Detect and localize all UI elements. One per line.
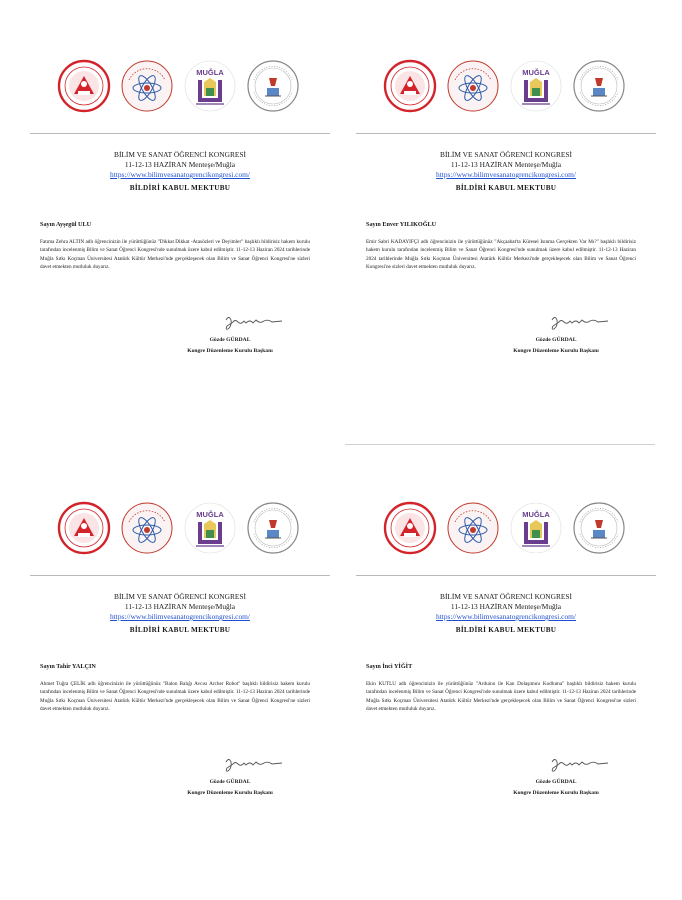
letter-body: Fatıma Zehra ALTIN adlı öğrencinizin ile yürüttüğünüz "Dikkat Dikkat -Atasözleri ve Deyimler" başlıklı bildirisiz hakem kurulu tarafından incelenmiş Bilim ve Sanat Öğrenci Kongresi'nde sunulmak üzere kabul edilmiştir. 11-12-13 Haziran 2024 tarihlerinde Muğla Sıtkı Koçman Üniversitesi Atatürk Kültür Merkezi'nde gerçekleşecek olan Bilim ve Sanat Öğrenci Kongresi'ne sizleri davet etmekten mutluluk duyarız. (40, 239, 310, 271)
header-rule (30, 575, 330, 576)
header-rule (356, 133, 656, 134)
congress-name: BİLİM VE SANAT ÖĞRENCİ KONGRESİ (440, 150, 572, 159)
meb-logo-icon (382, 58, 438, 114)
congress-website-link[interactable]: https://www.bilimvesanatogrencikongresi.com/ (436, 612, 576, 621)
salutation: Sayın Ayşegül ULU (40, 221, 92, 228)
signer-name: Gözde GÜRDAL (535, 337, 577, 343)
letter-title: BİLDİRİ KABUL MEKTUBU (129, 184, 231, 192)
mugla-logo-label: MUĞLA (522, 510, 550, 519)
signer-title: Kongre Düzenleme Kurulu Başkanı (187, 790, 273, 796)
congress-website-link[interactable]: https://www.bilimvesanatogrencikongresi.com/ (110, 612, 250, 621)
congress-name: BİLİM VE SANAT ÖĞRENCİ KONGRESİ (114, 150, 246, 159)
congress-date-place: 11-12-13 HAZİRAN Menteşe/Muğla (450, 602, 562, 611)
bilim-sanat-kongresi-logo-icon (245, 58, 301, 114)
letter-heading (356, 592, 656, 622)
acceptance-letter-3 (30, 492, 330, 892)
congress-name: BİLİM VE SANAT ÖĞRENCİ KONGRESİ (440, 592, 572, 601)
letter-body: Ekin KUTLU adlı öğrencinizin ile yürüttüğünüz "Arduino ile Kan Dolaşımını Kodluma" başlıklı bildirisiz hakem kurulu tarafından incelenmiş Bilim ve Sanat Öğrenci Kongresi'nde sunulmak üzere kabul edilmiştir. 11-12-13 Haziran 2024 tarihlerinde Muğla Sıtkı Koçman Üniversitesi Atatürk Kültür Merkezi'nde gerçekleşecek olan Bilim ve Sanat Öğrenci Kongresi'ne sizleri davet etmekten mutluluk duyarız. (366, 681, 636, 713)
signature-icon (546, 314, 616, 332)
logo-row (382, 58, 632, 118)
acceptance-letter-4 (356, 492, 656, 892)
mugla-logo-label: MUĞLA (522, 68, 550, 77)
congress-date-place: 11-12-13 HAZİRAN Menteşe/Muğla (124, 602, 236, 611)
mugla-logo-label: MUĞLA (196, 68, 224, 77)
signer-name: Gözde GÜRDAL (209, 779, 251, 785)
letter-body: Ahmet Tuğra ÇELİK adlı öğrencinizin ile yürüttüğünüz "Balon Balığı Avcısı Archer Robot" başlıklı bildirisiz hakem kurulu tarafından incelenmiş Bilim ve Sanat Öğrenci Kongresi'nde sunulmak üzere kabul edilmiştir. 11-12-13 Haziran 2024 tarihlerinde Muğla Sıtkı Koçman Üniversitesi Atatürk Kültür Merkezi'nde gerçekleşecek olan Bilim ve Sanat Öğrenci Kongresi'ne sizleri davet etmekten mutluluk duyarız. (40, 681, 310, 713)
letter-body: Emir Sabri KADAYIFÇI adlı öğrencinizin ile yürüttüğünüz "Akçaabat'ta Küresel Isınma Gerçekten Var Mı?" başlıklı bildirisiz hakem kurulu tarafından incelenmiş Bilim ve Sanat Öğrenci Kongresi'nde sunulmak üzere kabul edilmiştir. 11-12-13 Haziran 2024 tarihlerinde Muğla Sıtkı Koçman Üniversitesi Atatürk Kültür Merkezi'nde gerçekleşecek olan Bilim ve Sanat Öğrenci Kongresi'ne sizleri davet etmekten mutluluk duyarız. (366, 239, 636, 271)
logo-row (56, 58, 306, 118)
congress-date-place: 11-12-13 HAZİRAN Menteşe/Muğla (124, 160, 236, 169)
letter-title: BİLDİRİ KABUL MEKTUBU (455, 626, 557, 634)
congress-atom-logo-icon (119, 58, 175, 114)
salutation: Sayın İnci YİĞİT (366, 663, 413, 670)
signer-title: Kongre Düzenleme Kurulu Başkanı (513, 348, 599, 354)
letter-heading (30, 592, 330, 622)
bilim-sanat-kongresi-logo-icon (571, 500, 627, 556)
signer-title: Kongre Düzenleme Kurulu Başkanı (513, 790, 599, 796)
congress-atom-logo-icon (445, 500, 501, 556)
mugla-university-logo-icon (508, 58, 564, 114)
acceptance-letter-2 (356, 50, 656, 450)
congress-website-link[interactable]: https://www.bilimvesanatogrencikongresi.com/ (436, 170, 576, 179)
acceptance-letter-1 (30, 50, 330, 450)
salutation: Sayın Tahir YALÇIN (40, 663, 96, 670)
letter-title: BİLDİRİ KABUL MEKTUBU (129, 626, 231, 634)
congress-atom-logo-icon (119, 500, 175, 556)
logo-row (56, 500, 306, 560)
congress-website-link[interactable]: https://www.bilimvesanatogrencikongresi.com/ (110, 170, 250, 179)
logo-row (382, 500, 632, 560)
bilim-sanat-kongresi-logo-icon (571, 58, 627, 114)
letter-title: BİLDİRİ KABUL MEKTUBU (455, 184, 557, 192)
meb-logo-icon (56, 500, 112, 556)
mugla-logo-label: MUĞLA (196, 510, 224, 519)
congress-atom-logo-icon (445, 58, 501, 114)
signature-icon (220, 756, 290, 774)
meb-logo-icon (56, 58, 112, 114)
congress-date-place: 11-12-13 HAZİRAN Menteşe/Muğla (450, 160, 562, 169)
signature-icon (546, 756, 616, 774)
bilim-sanat-kongresi-logo-icon (245, 500, 301, 556)
page-separator (345, 444, 655, 445)
letter-heading (30, 150, 330, 180)
signer-title: Kongre Düzenleme Kurulu Başkanı (187, 348, 273, 354)
mugla-university-logo-icon (182, 500, 238, 556)
congress-name: BİLİM VE SANAT ÖĞRENCİ KONGRESİ (114, 592, 246, 601)
signer-name: Gözde GÜRDAL (209, 337, 251, 343)
signature-icon (220, 314, 290, 332)
letter-heading (356, 150, 656, 180)
meb-logo-icon (382, 500, 438, 556)
header-rule (356, 575, 656, 576)
mugla-university-logo-icon (182, 58, 238, 114)
header-rule (30, 133, 330, 134)
mugla-university-logo-icon (508, 500, 564, 556)
salutation: Sayın Enver YILIKOĞLU (366, 221, 437, 228)
signer-name: Gözde GÜRDAL (535, 779, 577, 785)
